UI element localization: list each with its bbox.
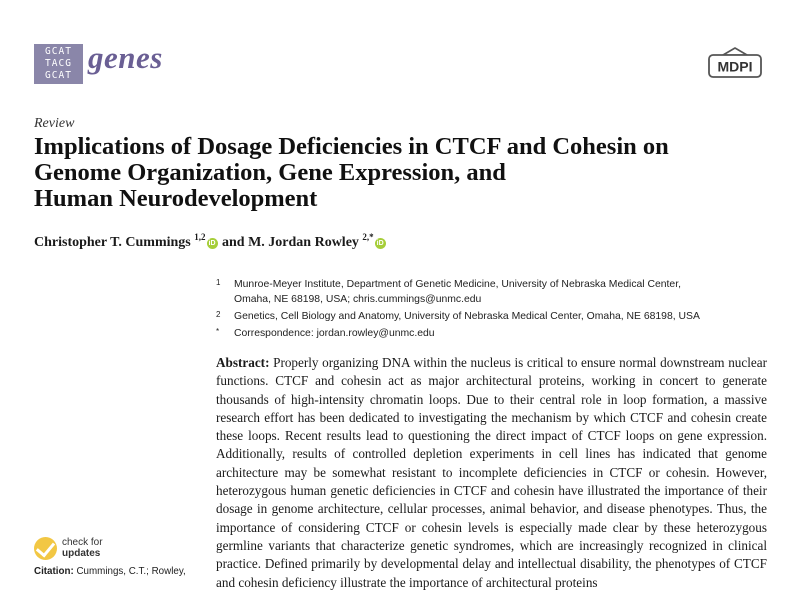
affiliation-text: Munroe-Meyer Institute, Department of Genetic Medicine, University of Nebraska Medical Center, [234,279,681,290]
orcid-icon[interactable]: iD [376,240,384,247]
title-line: Human Neurodevelopment [34,185,318,212]
affiliation-item [216,277,700,307]
check-updates-line2: updates [62,548,101,559]
author-list [34,232,387,251]
citation-label: Citation: [34,566,74,577]
affiliation-item [216,326,700,341]
abstract-label: Abstract: [216,355,270,370]
check-for-updates-badge[interactable] [34,537,114,561]
orcid-icon[interactable]: iD [208,240,216,247]
citation [34,566,186,577]
journal-name: genes [88,40,163,75]
author-name: Christopher T. Cummings [34,235,191,250]
article-title [34,134,774,212]
affiliation-text: Genetics, Cell Biology and Anatomy, University of Nebraska Medical Center, Omaha, NE 68198, USA [234,311,700,322]
logo-line: GCAT [45,46,72,57]
logo-line: TACG [45,58,72,69]
title-line: Genome Organization, Gene Expression, and [34,159,506,186]
affiliation-mark: 2 [216,310,221,319]
author-name: M. Jordan Rowley [248,235,359,250]
logo-line: GCAT [45,70,72,81]
article-type: Review [34,116,75,131]
abstract [216,354,767,592]
title-line: Implications of Dosage Deficiencies in CTCF and Cohesin on [34,133,669,160]
affiliation-superscript: 1,2 [194,232,206,242]
affiliations [216,277,700,343]
citation-text: Cummings, C.T.; Rowley, [76,566,186,577]
mdpi-logo [707,47,763,83]
check-icon [34,537,57,560]
check-updates-line1: check for [62,537,103,548]
affiliation-text: Correspondence: jordan.rowley@unmc.edu [234,328,435,339]
author-connector: and [222,235,245,250]
abstract-text: Properly organizing DNA within the nucleus is critical to ensure normal downstream nuclear functions. CTCF and cohesin act as major architectural proteins, working in concert to generate thousands of high-intensity chromatin loops. Due to their central role in loop formation, a massive research effort has been dedicated to investigating the mechanism by which CTCF and cohesin create these loops. Recent results lead to questioning the direct impact of CTCF loops on gene expression. Additionally, results of controlled depletion experiments in cell lines has indicated that genome architecture may be somewhat resistant to incomplete deficiencies in CTCF or cohesin. However, heterozygous human genetic deficiencies in CTCF and cohesin have illustrated the importance of their dosage in genome architecture, cellular processes, animal behavior, and disease phenotypes. Thus, the importance of considering CTCF or cohesin levels is especially made clear by these heterozygous germline variants that characterize genetic syndromes, which are increasingly recognized in clinical practice. Defined primarily by developmental delay and intellectual disability, the phenotypes of CTCF and cohesin deficiency illustrate the importance of architectural proteins [216,355,767,590]
affiliation-text: Omaha, NE 68198, USA; chris.cummings@unmc.edu [234,294,482,305]
affiliation-item [216,309,700,324]
affiliation-mark: 1 [216,278,221,287]
journal-logo [34,44,83,84]
publisher-name: MDPI [717,58,753,75]
affiliation-superscript: 2,* [362,232,374,242]
affiliation-mark: * [216,327,220,336]
